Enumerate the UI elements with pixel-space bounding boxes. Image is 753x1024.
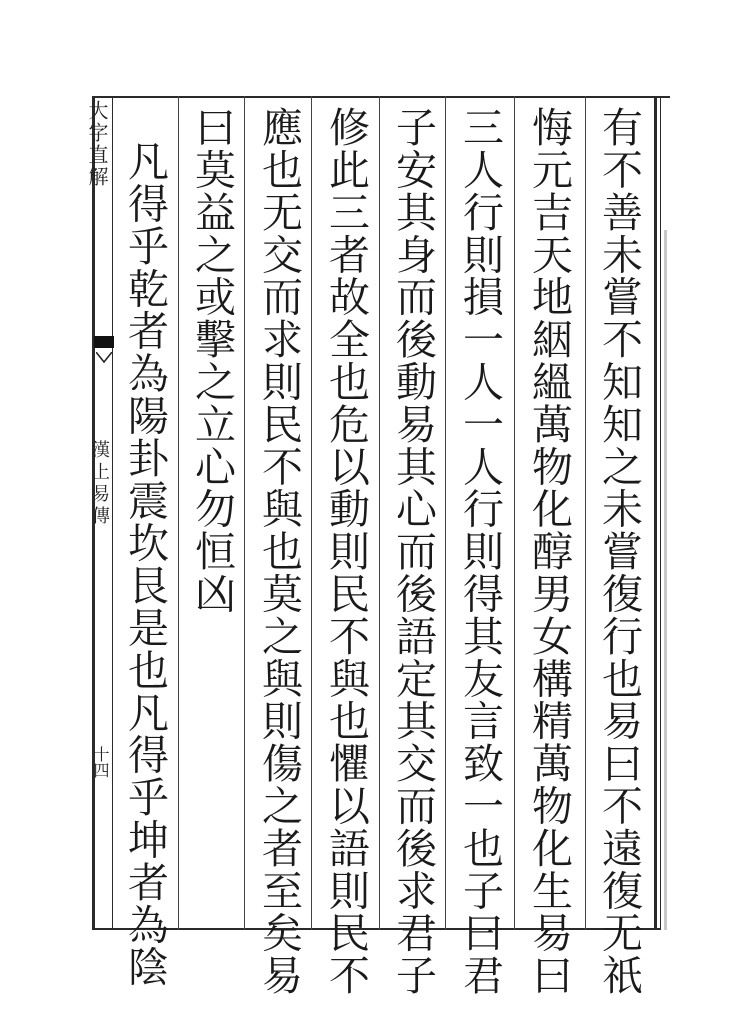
section-title: 漢上易傳 (89, 440, 110, 528)
column-divider (244, 96, 245, 930)
book-title: 大字直解 (85, 100, 109, 188)
fish-tail-mark (94, 336, 114, 348)
text-column-1: 有不善未嘗不知知之未嘗復行也易曰不遠復无祇 (595, 106, 643, 997)
text-column-2: 悔元吉天地絪縕萬物化醇男女構精萬物化生易曰 (525, 106, 573, 997)
column-divider (514, 96, 515, 930)
text-column-7: 曰莫益之或擊之立心勿恒凶 (188, 106, 236, 615)
column-divider (178, 96, 179, 930)
column-divider (379, 96, 380, 930)
page-number: 十四 (91, 746, 110, 778)
text-column-8: 凡得乎乾者為陽卦震坎艮是也凡得乎坤者為陰 (121, 140, 169, 988)
column-divider (585, 96, 586, 930)
text-column-3: 三人行則損一人一人行則得其友言致一也子曰君 (456, 106, 504, 997)
scan-shadow (664, 230, 667, 930)
fish-tail-notch (96, 352, 112, 368)
text-column-4: 子安其身而後動易其心而後語定其交而後求君子 (389, 106, 437, 997)
frame-right-line (654, 96, 657, 930)
text-column-5: 修此三者故全也危以動則民不與也懼以語則民不 (322, 106, 370, 997)
frame-left-inner-line (112, 96, 113, 930)
column-divider (445, 96, 446, 930)
column-divider (311, 96, 312, 930)
text-column-6: 應也无交而求則民不與也莫之與則傷之者至矣易 (255, 106, 303, 997)
frame-right-inner-line (660, 96, 661, 930)
